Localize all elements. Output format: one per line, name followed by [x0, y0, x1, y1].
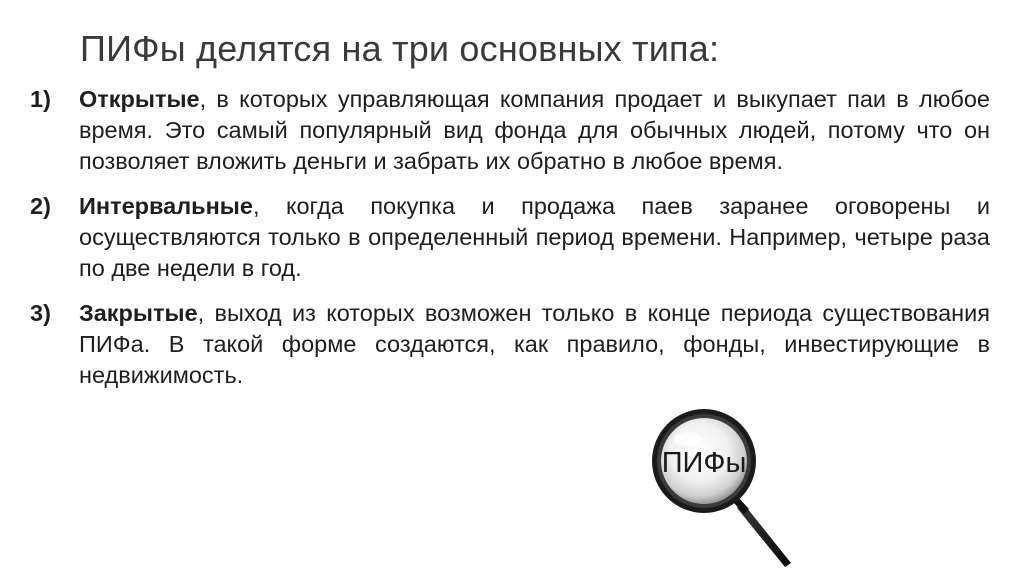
- list-item: [30, 84, 990, 177]
- list-item-number: 1): [30, 86, 51, 112]
- list-item-number: 3): [30, 300, 51, 326]
- fund-types-list: [30, 84, 990, 405]
- list-item-term: Интервальные: [79, 193, 253, 219]
- list-item-text: , в которых управляющая компания продает и выкупает паи в любое время. Это самый популярный вид фонда для обычных людей, потому что он позволяет вложить деньги и забрать их обратно в любое время.: [79, 86, 990, 174]
- list-item-term: Закрытые: [79, 300, 198, 326]
- list-item-number: 2): [30, 193, 51, 219]
- magnifying-glass-icon: [648, 405, 808, 570]
- lens-label: ПИФы: [661, 447, 747, 479]
- list-item: [30, 298, 990, 391]
- list-item-text: , выход из которых возможен только в конце периода существования ПИФа. В такой форме создаются, как правило, фонды, инвестирующие в недвижимость.: [79, 300, 990, 388]
- list-item-term: Открытые: [79, 86, 200, 112]
- list-item: [30, 191, 990, 284]
- slide-title: ПИФы делятся на три основных типа:: [80, 28, 720, 69]
- list-item-text: , когда покупка и продажа паев заранее оговорены и осуществляются только в определенный период времени. Например, четыре раза по две недели в год.: [79, 193, 990, 281]
